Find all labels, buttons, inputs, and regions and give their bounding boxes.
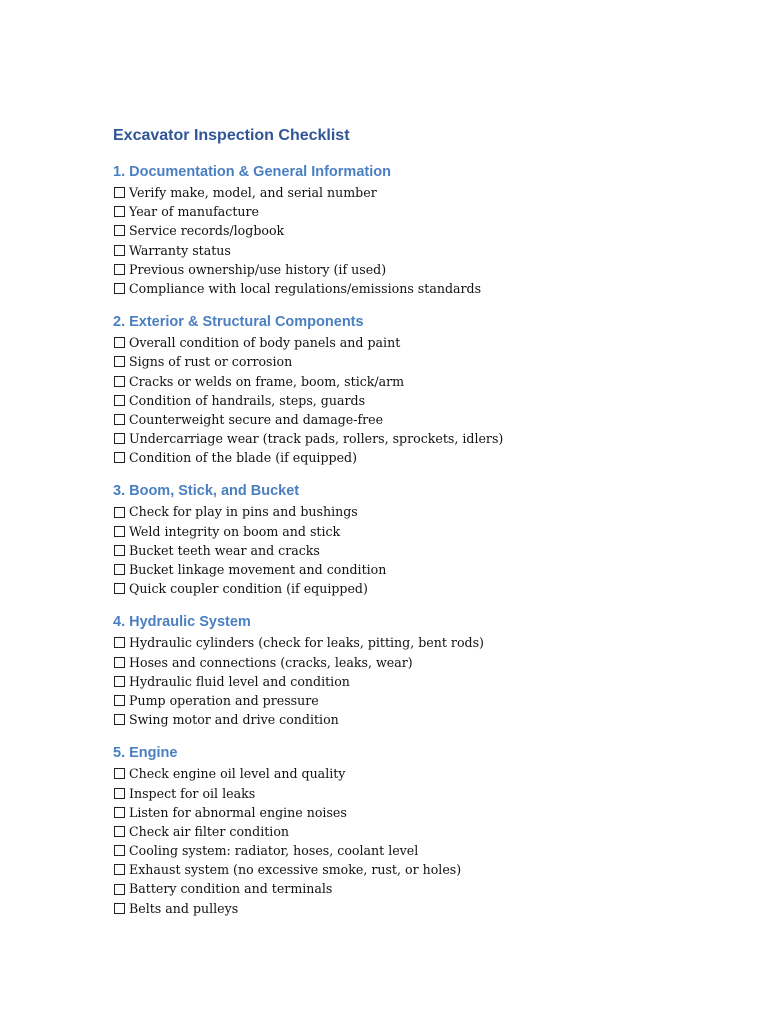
- checklist-section: [113, 480, 673, 598]
- checklist-item: [113, 410, 673, 429]
- checkbox-icon[interactable]: [114, 526, 125, 537]
- section-heading: 4. Hydraulic System: [113, 614, 251, 631]
- checkbox-icon[interactable]: [114, 452, 125, 463]
- checklist-item-label: Hydraulic fluid level and condition: [129, 673, 350, 689]
- checklist-item-label: Signs of rust or corrosion: [129, 354, 293, 370]
- checklist-item: [113, 560, 673, 579]
- document-page: [113, 124, 673, 918]
- checklist-item: [113, 448, 673, 467]
- checklist-item: [113, 429, 673, 448]
- checklist-item-label: Cracks or welds on frame, boom, stick/arm: [129, 373, 405, 389]
- checklist-item-label: Warranty status: [129, 242, 231, 258]
- checklist-item: [113, 710, 673, 729]
- checklist-item-label: Exhaust system (no excessive smoke, rust, or holes): [129, 862, 462, 878]
- checklist-item: [113, 241, 673, 260]
- checklist-item: [113, 183, 673, 202]
- checklist-item-label: Bucket teeth wear and cracks: [129, 542, 320, 558]
- checklist-item-label: Verify make, model, and serial number: [129, 185, 377, 200]
- checklist-item-label: Previous ownership/use history (if used): [129, 261, 387, 277]
- checkbox-icon[interactable]: [114, 337, 125, 348]
- checklist-item-label: Battery condition and terminals: [129, 881, 333, 897]
- checkbox-icon[interactable]: [114, 507, 125, 518]
- checklist-item: [113, 502, 673, 521]
- checklist-item: [113, 899, 673, 918]
- checkbox-icon[interactable]: [114, 433, 125, 444]
- checkbox-icon[interactable]: [114, 637, 125, 648]
- checkbox-icon[interactable]: [114, 768, 125, 779]
- checklist-item-label: Check engine oil level and quality: [129, 766, 346, 782]
- checklist-item-label: Cooling system: radiator, hoses, coolant level: [129, 843, 419, 859]
- checklist-item-label: Compliance with local regulations/emissions standards: [129, 280, 482, 296]
- checkbox-icon[interactable]: [114, 395, 125, 406]
- checkbox-icon[interactable]: [114, 187, 125, 198]
- checkbox-icon[interactable]: [114, 583, 125, 594]
- checklist-item: [113, 784, 673, 803]
- checklist-item: [113, 822, 673, 841]
- checkbox-icon[interactable]: [114, 864, 125, 875]
- checklist-item-label: Weld integrity on boom and stick: [129, 523, 341, 539]
- checkbox-icon[interactable]: [114, 676, 125, 687]
- checkbox-icon[interactable]: [114, 884, 125, 895]
- section-heading: 1. Documentation & General Information: [113, 164, 391, 180]
- checklist-item: [113, 879, 673, 898]
- document-title: Excavator Inspection Checklist: [113, 127, 350, 144]
- checklist-section: [113, 611, 673, 729]
- checkbox-icon[interactable]: [114, 903, 125, 914]
- section-heading: 2. Exterior & Structural Components: [113, 314, 364, 331]
- checklist-item: [113, 803, 673, 822]
- checkbox-icon[interactable]: [114, 356, 125, 367]
- checklist-item: [113, 579, 673, 598]
- checkbox-icon[interactable]: [114, 657, 125, 668]
- checklist-item-label: Quick coupler condition (if equipped): [129, 581, 368, 597]
- checklist-item: [113, 860, 673, 879]
- checklist-item-label: Listen for abnormal engine noises: [129, 804, 347, 820]
- checkbox-icon[interactable]: [114, 283, 125, 294]
- checklist-item-label: Condition of the blade (if equipped): [129, 450, 358, 466]
- checklist-item: [113, 333, 673, 352]
- checklist-item-label: Pump operation and pressure: [129, 692, 319, 708]
- checklist-item-label: Overall condition of body panels and paint: [129, 335, 401, 351]
- checkbox-icon[interactable]: [114, 807, 125, 818]
- checklist-item-label: Counterweight secure and damage-free: [129, 411, 384, 427]
- checklist-item-label: Bucket linkage movement and condition: [129, 562, 387, 577]
- checklist-section: [113, 742, 673, 918]
- checklist-items: [113, 502, 673, 598]
- checklist-items: [113, 764, 673, 918]
- checkbox-icon[interactable]: [114, 695, 125, 706]
- checkbox-icon[interactable]: [114, 545, 125, 556]
- checklist-item: [113, 691, 673, 710]
- checklist-items: [113, 183, 673, 298]
- checklist-item-label: Check air filter condition: [129, 823, 290, 839]
- section-heading: 5. Engine: [113, 745, 178, 762]
- checkbox-icon[interactable]: [114, 245, 125, 256]
- checkbox-icon[interactable]: [114, 264, 125, 275]
- checklist-item: [113, 279, 673, 298]
- checklist-item: [113, 633, 673, 652]
- checkbox-icon[interactable]: [114, 714, 125, 725]
- checklist-item: [113, 672, 673, 691]
- checklist-item-label: Inspect for oil leaks: [129, 785, 256, 801]
- checkbox-icon[interactable]: [114, 414, 125, 425]
- checklist-item: [113, 221, 673, 240]
- checklist-item: [113, 841, 673, 860]
- checklist-item: [113, 352, 673, 371]
- checkbox-icon[interactable]: [114, 826, 125, 837]
- checklist-item: [113, 372, 673, 391]
- checkbox-icon[interactable]: [114, 225, 125, 236]
- checklist-item-label: Undercarriage wear (track pads, rollers, sprockets, idlers): [129, 431, 504, 447]
- checklist-item: [113, 653, 673, 672]
- section-heading: 3. Boom, Stick, and Bucket: [113, 483, 300, 500]
- checklist-item: [113, 202, 673, 221]
- checklist-item-label: Check for play in pins and bushings: [129, 504, 358, 520]
- checklist-item: [113, 541, 673, 560]
- checklist-item-label: Belts and pulleys: [129, 900, 239, 916]
- checklist-item-label: Year of manufacture: [129, 204, 259, 220]
- checklist-item-label: Condition of handrails, steps, guards: [129, 392, 366, 408]
- checklist-items: [113, 333, 673, 467]
- sections-container: [113, 161, 673, 918]
- checklist-items: [113, 633, 673, 729]
- checkbox-icon[interactable]: [114, 788, 125, 799]
- checklist-item: [113, 522, 673, 541]
- checklist-item: [113, 764, 673, 783]
- checklist-item-label: Hoses and connections (cracks, leaks, wear): [129, 654, 413, 670]
- checklist-section: [113, 161, 673, 298]
- checklist-item-label: Hydraulic cylinders (check for leaks, pitting, bent rods): [129, 635, 484, 651]
- checkbox-icon[interactable]: [114, 376, 125, 387]
- checklist-item-label: Swing motor and drive condition: [129, 712, 339, 728]
- checklist-section: [113, 311, 673, 467]
- checkbox-icon[interactable]: [114, 564, 125, 575]
- checklist-item: [113, 260, 673, 279]
- checkbox-icon[interactable]: [114, 845, 125, 856]
- checkbox-icon[interactable]: [114, 206, 125, 217]
- checklist-item-label: Service records/logbook: [129, 223, 285, 239]
- checklist-item: [113, 391, 673, 410]
